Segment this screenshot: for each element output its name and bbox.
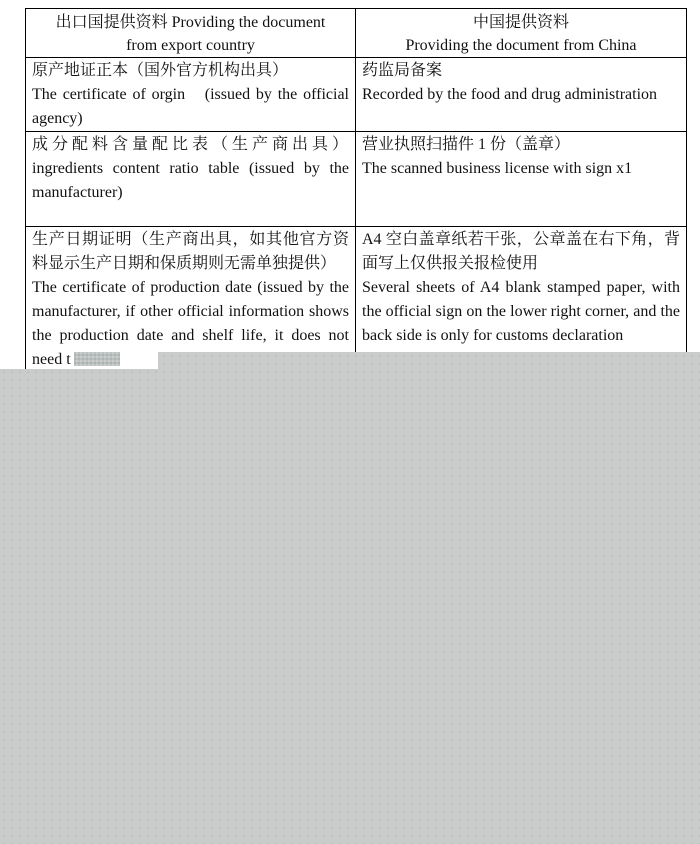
cell-text-zh: 药监局备案	[362, 62, 443, 79]
cell-text-en: ingredients content ratio table (issued by the manufacturer)	[32, 160, 349, 201]
header-line: 出口国提供资料 Providing the document	[55, 14, 326, 31]
table-row	[26, 132, 687, 227]
table-header-row	[26, 9, 687, 58]
table-row	[26, 58, 687, 132]
cell-text-en: Several sheets of A4 blank stamped paper, with the official sign on the lower right corner, and the back side is only for customs declaration	[362, 279, 680, 344]
cell-text-en: The certificate of orgin (issued by the official agency)	[32, 86, 349, 127]
header-cell-export-country	[26, 9, 356, 58]
cell-text-en: The scanned business license with sign x1	[362, 160, 633, 177]
table-cell-left	[26, 132, 356, 227]
cell-text-zh: 营业执照扫描件 1 份（盖章）	[362, 136, 571, 153]
cell-text-zh: A4 空白盖章纸若干张，公章盖在右下角，背面写上仅供报关报检使用	[362, 231, 680, 272]
header-line: from export country	[126, 37, 255, 54]
cell-text-zh: 原产地证正本（国外官方机构出具）	[32, 62, 289, 79]
header-line: 中国提供资料	[472, 14, 569, 31]
loading-smudge-artifact	[74, 352, 120, 366]
cell-text-zh: 成分配料含量配比表（生产商出具）	[32, 136, 353, 153]
table-cell-left	[26, 58, 356, 132]
requirements-table	[25, 8, 687, 377]
table-cell-right	[356, 58, 687, 132]
cell-text-zh: 生产日期证明（生产商出具，如其他官方资料显示生产日期和保质期则无需单独提供）	[32, 231, 349, 272]
image-placeholder-step	[158, 352, 700, 369]
cell-text-en: Recorded by the food and drug administration	[362, 86, 658, 103]
cell-text-en: The certificate of production date (issued by the manufacturer, if other official information shows the production date and shelf life, it does not need t	[32, 279, 349, 368]
header-cell-china	[356, 9, 687, 58]
table-cell-right	[356, 132, 687, 227]
image-placeholder-main	[0, 369, 700, 844]
header-line: Providing the document from China	[405, 37, 637, 54]
